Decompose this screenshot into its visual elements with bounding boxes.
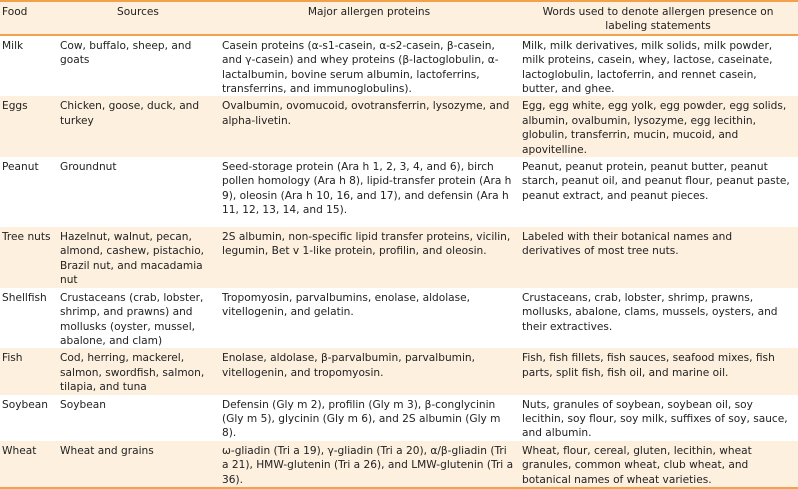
- cell-sources: Wheat and grains: [58, 441, 220, 488]
- cell-labels: Milk, milk derivatives, milk solids, milk powder, milk proteins, casein, whey, lactose, caseinate, lactoglobulin, lactoferrin, and rennet casein, butter, and ghee.: [522, 39, 773, 96]
- cell-food: Peanut: [2, 161, 39, 174]
- cell-sources: Cod, herring, mackerel, salmon, swordfish, salmon, tilapia, and tuna: [60, 352, 205, 394]
- cell-food: Milk: [2, 39, 24, 52]
- cell-proteins: Enolase, aldolase, β-parvalbumin, parvalbumin, vitellogenin, and tropomyosin.: [222, 352, 476, 379]
- cell-food: Eggs: [2, 100, 28, 113]
- cell-proteins: Casein proteins (α-s1-casein, α-s2-casein, β-casein, and γ-casein) and whey proteins (β-lactoglobulin, α-lactalbumin, bovine serum albumin, lactoferrins, transferrins, and immunoglobulins).: [222, 39, 499, 96]
- table-row: [0, 35, 798, 97]
- cell-proteins: 2S albumin, non-specific lipid transfer proteins, vicilin, legumin, Bet v 1-like protein, profilin, and oleosin.: [222, 231, 511, 258]
- table-row: [0, 441, 798, 488]
- table-row: [0, 288, 798, 349]
- cell-proteins: ω-gliadin (Tri a 19), γ-gliadin (Tri a 20), α/β-gliadin (Tri a 21), HMW-glutenin (Tri a 26), and LMW-glutenin (Tri a 36).: [220, 441, 520, 488]
- cell-proteins: Seed-storage protein (Ara h 1, 2, 3, 4, and 6), birch pollen homology (Ara h 8), lipid-transfer protein (Ara h 9), oleosin (Ara h 10, 16, and 17), and defensin (Ara h 11, 12, 13, 14, and 15).: [222, 161, 512, 217]
- cell-sources: Cow, buffalo, sheep, and goats: [60, 39, 192, 67]
- table-row: [0, 157, 798, 227]
- cell-labels: Nuts, granules of soybean, soybean oil, soy lecithin, soy flour, soy milk, suffixes of soy, sauce, and albumin.: [522, 398, 788, 440]
- header-food: Food: [0, 1, 58, 35]
- cell-food: Fish: [2, 352, 23, 365]
- cell-labels: Crustaceans, crab, lobster, shrimp, prawns, mollusks, abalone, clams, mussels, oysters, and their extractives.: [522, 291, 778, 333]
- cell-food: Wheat: [0, 441, 58, 488]
- cell-proteins: Defensin (Gly m 2), profilin (Gly m 3), β-conglycinin (Gly m 5), glycinin (Gly m 6), and 2S albumin (Gly m 8).: [222, 398, 501, 440]
- cell-sources: Soybean: [60, 398, 106, 411]
- cell-labels: Peanut, peanut protein, peanut butter, peanut starch, peanut oil, and peanut flour, peanut paste, peanut extract, and peanut pieces.: [522, 161, 790, 202]
- cell-food: Tree nuts: [2, 231, 51, 244]
- table-row: [0, 227, 798, 288]
- cell-labels: Egg, egg white, egg yolk, egg powder, egg solids, albumin, ovalbumin, lysozyme, egg lecithin, globulin, transferrin, mucin, mucoid, and apovitelline.: [522, 100, 787, 156]
- table-row: [0, 395, 798, 441]
- cell-labels: Wheat, flour, cereal, gluten, lecithin, wheat granules, common wheat, club wheat, and botanical names of wheat varieties.: [520, 441, 798, 488]
- cell-sources: Hazelnut, walnut, pecan, almond, cashew, pistachio, Brazil nut, and macadamia nut: [60, 231, 205, 287]
- header-row: [0, 1, 798, 35]
- header-labels: Words used to denote allergen presence on labeling statements: [520, 1, 798, 35]
- cell-proteins: Tropomyosin, parvalbumins, enolase, aldolase, vitellogenin, and gelatin.: [222, 291, 471, 319]
- header-proteins: Major allergen proteins: [220, 1, 520, 35]
- table-row: [0, 348, 798, 394]
- cell-sources: Groundnut: [60, 161, 117, 174]
- cell-sources: Chicken, goose, duck, and turkey: [60, 100, 200, 127]
- cell-food: Shellfish: [2, 291, 47, 304]
- header-sources: Sources: [58, 1, 220, 35]
- cell-food: Soybean: [2, 398, 48, 411]
- cell-proteins: Ovalbumin, ovomucoid, ovotransferrin, lysozyme, and alpha-livetin.: [222, 100, 510, 127]
- cell-labels: Labeled with their botanical names and derivatives of most tree nuts.: [522, 231, 733, 258]
- table-row: [0, 96, 798, 157]
- cell-labels: Fish, fish fillets, fish sauces, seafood mixes, fish parts, split fish, fish oil, and marine oil.: [522, 352, 775, 379]
- cell-sources: Crustaceans (crab, lobster, shrimp, and prawns) and mollusks (oyster, mussel, abalone, and clam): [60, 291, 204, 347]
